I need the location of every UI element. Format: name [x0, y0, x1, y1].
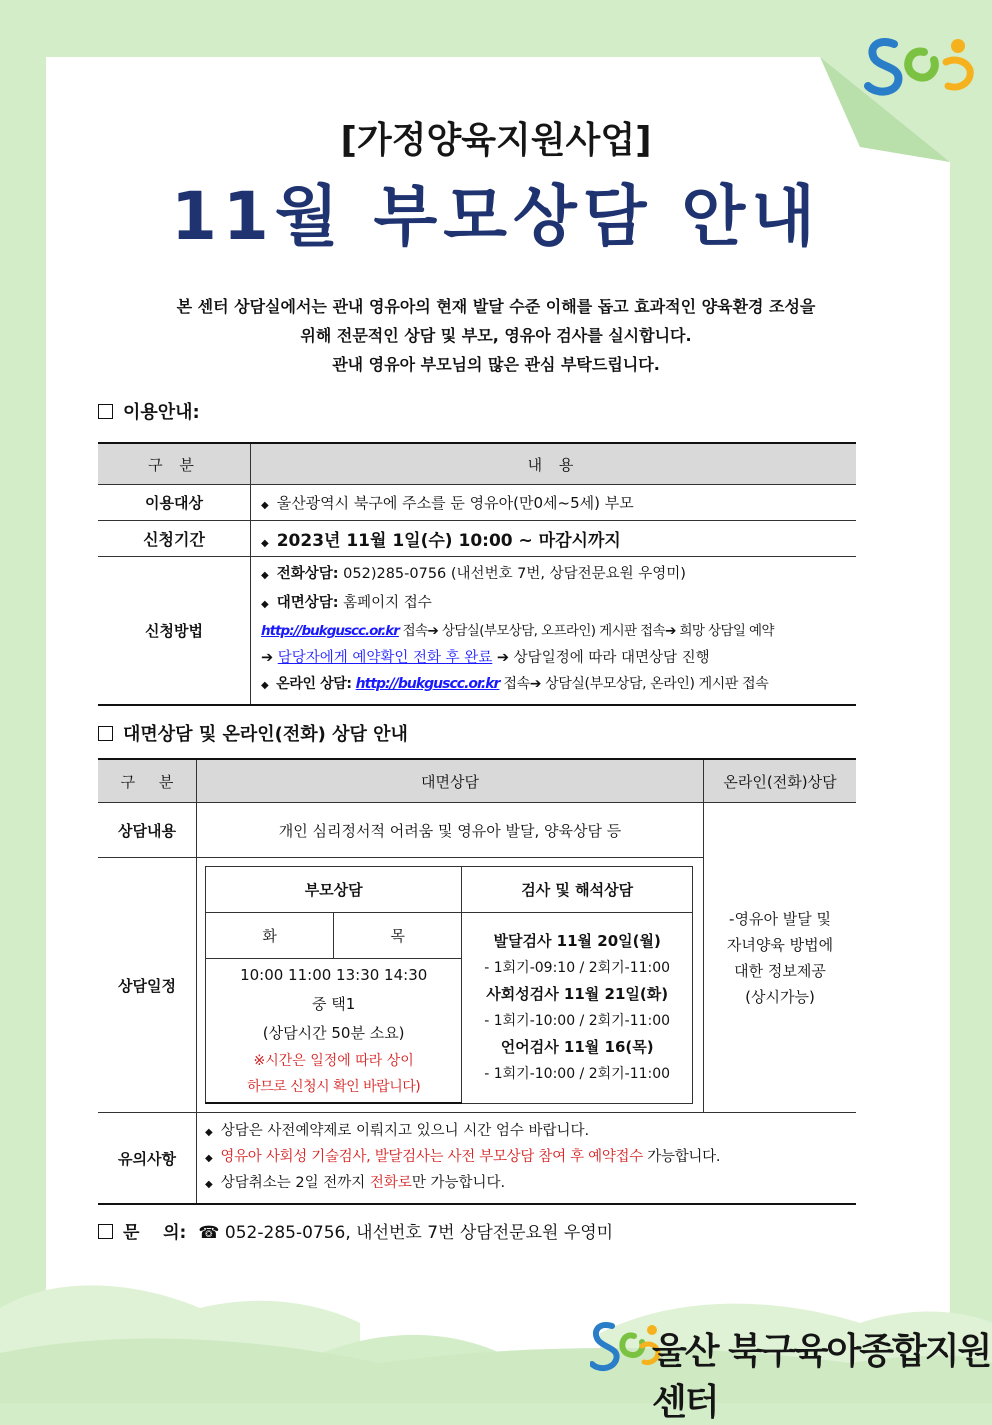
period-value: ◆ 2023년 11월 1일(수) 10:00 ~ 마감시까지: [251, 521, 857, 557]
checkbox-square-icon: [98, 726, 113, 741]
intro-text: [0, 292, 992, 379]
table-row: [98, 1113, 856, 1205]
contact-value: 052-285-0756, 내선번호 7번 상담전문요원 우영미: [224, 1223, 614, 1243]
notes-label: 유의사항: [98, 1113, 197, 1205]
phone-icon: ☎: [198, 1223, 220, 1243]
counsel-table: [98, 758, 856, 1205]
page-title: 11월 부모상담 안내: [170, 178, 822, 255]
checkbox-square-icon: [98, 1224, 113, 1239]
method-value: ◆ 전화상담: 052)285-0756 (내선번호 7번, 상담전문요원 우영미) ◆ 대면상담: 홈페이지 접수 http://bukguscc.or.kr 접속➔ 상담실(부모상담, 오프라인) 게시판 접속➔ 희망 상담일 예약 ➔ 담당자에게 예약확인 전화 후 완료 ➔ 상담일정에 따라 대면상담 진행 ◆ 온라인 상담: http://bukguscc.or.kr 접속➔ 상담실(부모상담, 온라인) 게시판 접속: [251, 557, 857, 705]
contact-label: 문 의:: [123, 1223, 187, 1243]
col-content: 내 용: [251, 443, 857, 485]
counsel-section-heading: 대면상담 및 온라인(전화) 상담 안내: [98, 720, 408, 746]
intro-line-2: 위해 전문적인 상담 및 부모, 영유아 검사를 실시합니다.: [300, 326, 692, 345]
usage-table: [98, 442, 856, 706]
day-thu: 목: [334, 913, 462, 959]
contact-info: [98, 1218, 613, 1243]
confirm-call-text: 담당자에게 예약확인 전화 후 완료: [277, 649, 493, 666]
center-brand-name: 울산 북구육아종합지원센터: [652, 1331, 991, 1423]
day-tue: 화: [206, 913, 334, 959]
table-row: [98, 521, 856, 557]
homepage-link-online[interactable]: http://bukguscc.or.kr: [355, 676, 500, 692]
schedule-label: 상담일정: [98, 858, 197, 1113]
test-heading: 검사 및 해석상담: [462, 867, 693, 913]
intro-line-1: 본 센터 상담실에서는 관내 영유아의 현재 발달 수준 이해를 돕고 효과적인 양육환경 조성을: [176, 297, 816, 316]
table-row: [98, 803, 856, 858]
online-info: -영유아 발달 및 자녀양육 방법에 대한 정보제공 (상시가능): [704, 803, 857, 1113]
col-face-to-face: 대면상담: [197, 759, 704, 803]
col-category: 구 분: [98, 443, 251, 485]
parent-times: 10:00 11:00 13:30 14:30 중 택1 (상담시간 50분 소요) ※시간은 일정에 따라 상이 하므로 신청시 확인 바랍니다): [206, 959, 462, 1104]
content-label: 상담내용: [98, 803, 197, 858]
table-row: [98, 485, 856, 521]
period-label: 신청기간: [98, 521, 251, 557]
table-header-row: [98, 443, 856, 485]
schedule-inner-table: [205, 866, 693, 1104]
content-value: 개인 심리정서적 어려움 및 영유아 발달, 양육상담 등: [197, 803, 704, 858]
target-value: ◆ 울산광역시 북구에 주소를 둔 영유아(만0세~5세) 부모: [251, 485, 857, 521]
checkbox-square-icon: [98, 404, 113, 419]
table-header-row: [98, 759, 856, 803]
test-schedule: 발달검사 11월 20일(월) - 1회기-09:10 / 2회기-11:00 사회성검사 11월 21일(화) - 1회기-10:00 / 2회기-11:00 언어검사 11월 16(목) - 1회기-10:00 / 2회기-11:00: [462, 913, 693, 1104]
center-logo-icon: [862, 30, 980, 104]
schedule-cell: [197, 858, 704, 1113]
target-label: 이용대상: [98, 485, 251, 521]
parent-counsel-heading: 부모상담: [206, 867, 462, 913]
intro-line-3: 관내 영유아 부모님의 많은 관심 부탁드립니다.: [332, 355, 660, 374]
col-online: 온라인(전화)상담: [704, 759, 857, 803]
usage-section-heading: 이용안내:: [98, 398, 200, 424]
method-label: 신청방법: [98, 557, 251, 705]
table-row: [98, 557, 856, 705]
homepage-link[interactable]: http://bukguscc.or.kr: [261, 623, 399, 639]
notes-value: ◆ 상담은 사전예약제로 이뤄지고 있으니 시간 엄수 바랍니다. ◆ 영유아 사회성 기술검사, 발달검사는 사전 부모상담 참여 후 예약접수 가능합니다. ◆ 상담취소는 2일 전까지 전화로만 가능합니다.: [197, 1113, 857, 1205]
col-category: 구 분: [98, 759, 197, 803]
program-subtitle: [가정양육지원사업]: [340, 120, 652, 161]
